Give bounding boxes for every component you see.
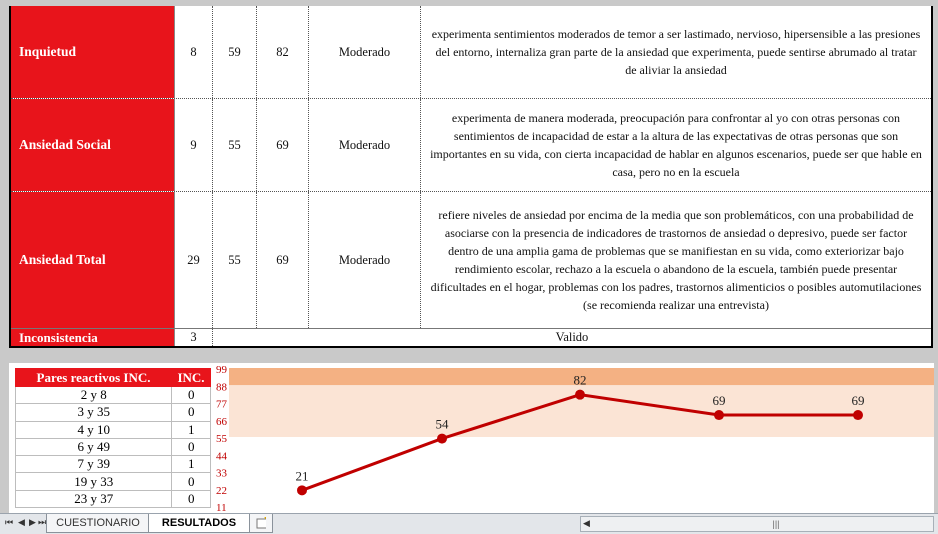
inc-cell[interactable]: 1 bbox=[172, 456, 211, 472]
description[interactable]: refiere niveles de ansiedad por encima de la media que son problemáticos, con una probabilidad de asociarse con la presencia de indicadores de trastornos de ansiedad o depresivo, puede ser factor dentro de una amplia gama de problemas que se manifiestan en su vida, como exteriorizar bajo rendimiento escolar, rechazo a la escuela o abandono de la escuela, también puede presentar dificultades en el hogar, problemas con los padres, trastornos alimenticios o posibles automutilaciones (se recomienda realizar una entrevista) bbox=[430, 208, 922, 312]
y-tick-label: 11 bbox=[216, 502, 227, 513]
y-tick-label: 22 bbox=[216, 484, 227, 497]
results-table bbox=[9, 6, 933, 348]
pair-cell[interactable]: 3 y 35 bbox=[15, 404, 172, 420]
score-2[interactable]: 69 bbox=[257, 192, 309, 328]
raw-score[interactable]: 29 bbox=[175, 192, 213, 328]
description[interactable]: experimenta sentimientos moderados de temor a ser lastimado, nervioso, hipersensible a las presiones del entorno, internaliza gran parte de la ansiedad que experimenta, puede sentirse abrumado al tratar de aliviar la ansiedad bbox=[431, 27, 921, 77]
y-tick-label: 44 bbox=[216, 450, 227, 463]
data-label: 54 bbox=[435, 416, 449, 432]
pair-cell[interactable]: 23 y 37 bbox=[15, 491, 172, 507]
pair-cell[interactable]: 6 y 49 bbox=[15, 439, 172, 455]
description[interactable]: experimenta de manera moderada, preocupación para confrontar al yo con otras personas con sentimientos de incapacidad de estar a la altura de las expectativas de otras personas que son importantes en su vida, con cierta incapacidad de hablar en algunos escenarios, puede ser que hable en casa, pero no en la escuela bbox=[430, 111, 922, 179]
data-point bbox=[853, 410, 863, 420]
y-tick-label: 88 bbox=[216, 381, 227, 394]
scroll-left-icon[interactable]: ◀ bbox=[583, 518, 590, 528]
pairs-row bbox=[15, 439, 211, 456]
scale-name[interactable]: Ansiedad Social bbox=[11, 99, 175, 191]
pairs-table bbox=[15, 368, 211, 508]
data-label: 69 bbox=[712, 393, 726, 409]
y-tick-label: 55 bbox=[216, 433, 227, 445]
inconsistency-label[interactable]: Inconsistencia bbox=[11, 329, 175, 346]
pairs-row bbox=[15, 422, 211, 439]
pair-cell[interactable]: 2 y 8 bbox=[15, 387, 172, 403]
inc-cell[interactable]: 0 bbox=[172, 491, 211, 507]
data-point bbox=[575, 390, 585, 400]
prev-sheet-icon[interactable]: ◀ bbox=[18, 517, 25, 527]
results-row-ansiedad-total bbox=[11, 192, 931, 328]
data-label: 21 bbox=[295, 468, 309, 484]
data-point bbox=[714, 410, 724, 420]
inconsistency-row bbox=[11, 329, 931, 346]
inc-cell[interactable]: 1 bbox=[172, 422, 211, 438]
level[interactable]: Moderado bbox=[309, 99, 421, 191]
validity-status[interactable]: Valido bbox=[555, 330, 589, 344]
pairs-row bbox=[15, 404, 211, 421]
results-row-inquietud bbox=[11, 6, 931, 98]
next-sheet-icon[interactable]: ▶ bbox=[29, 517, 36, 527]
pairs-row bbox=[15, 387, 211, 404]
scroll-thumb[interactable]: ||| bbox=[772, 519, 780, 529]
score-2[interactable]: 69 bbox=[257, 99, 309, 191]
results-row-ansiedad-social bbox=[11, 99, 931, 191]
raw-score[interactable]: 9 bbox=[175, 99, 213, 191]
score-2[interactable]: 82 bbox=[257, 6, 309, 98]
y-tick-label: 99 bbox=[216, 364, 227, 376]
insert-sheet-icon[interactable] bbox=[249, 514, 273, 533]
sheet-tab-bar bbox=[0, 513, 938, 534]
pair-cell[interactable]: 19 y 33 bbox=[15, 473, 172, 489]
pair-cell[interactable]: 7 y 39 bbox=[15, 456, 172, 472]
inc-cell[interactable]: 0 bbox=[172, 404, 211, 420]
pairs-row bbox=[15, 456, 211, 473]
y-tick-label: 66 bbox=[216, 415, 227, 428]
score-1[interactable]: 55 bbox=[213, 99, 257, 191]
data-label: 82 bbox=[573, 372, 587, 388]
inconsistency-value[interactable]: 3 bbox=[175, 329, 213, 346]
inc-cell[interactable]: 0 bbox=[172, 439, 211, 455]
pairs-header-label[interactable]: Pares reactivos INC. bbox=[36, 369, 151, 385]
first-sheet-icon[interactable]: ⏮ bbox=[5, 517, 14, 527]
data-point bbox=[297, 485, 307, 495]
scale-name[interactable]: Inquietud bbox=[11, 6, 175, 98]
score-1[interactable]: 55 bbox=[213, 192, 257, 328]
pairs-row bbox=[15, 491, 211, 508]
data-label: 69 bbox=[851, 393, 865, 409]
chart-area bbox=[9, 363, 934, 513]
data-point bbox=[437, 434, 447, 444]
pairs-row bbox=[15, 473, 211, 490]
pair-cell[interactable]: 4 y 10 bbox=[15, 422, 172, 438]
scale-name[interactable]: Ansiedad Total bbox=[11, 192, 175, 328]
insert-sheet-glyph bbox=[256, 517, 266, 529]
raw-score[interactable]: 8 bbox=[175, 6, 213, 98]
y-tick-label: 33 bbox=[216, 467, 227, 480]
last-sheet-icon[interactable]: ⏭ bbox=[38, 517, 47, 527]
tab-cuestionario[interactable]: CUESTIONARIO bbox=[46, 514, 150, 533]
pairs-header bbox=[15, 368, 211, 387]
horizontal-scrollbar[interactable] bbox=[580, 516, 934, 532]
inc-cell[interactable]: 0 bbox=[172, 387, 211, 403]
score-1[interactable]: 59 bbox=[213, 6, 257, 98]
level[interactable]: Moderado bbox=[309, 192, 421, 328]
inc-cell[interactable]: 0 bbox=[172, 473, 211, 489]
tab-resultados[interactable]: RESULTADOS bbox=[148, 514, 250, 533]
inc-header-label[interactable]: INC. bbox=[177, 369, 205, 385]
level[interactable]: Moderado bbox=[309, 6, 421, 98]
y-tick-label: 77 bbox=[216, 398, 227, 411]
